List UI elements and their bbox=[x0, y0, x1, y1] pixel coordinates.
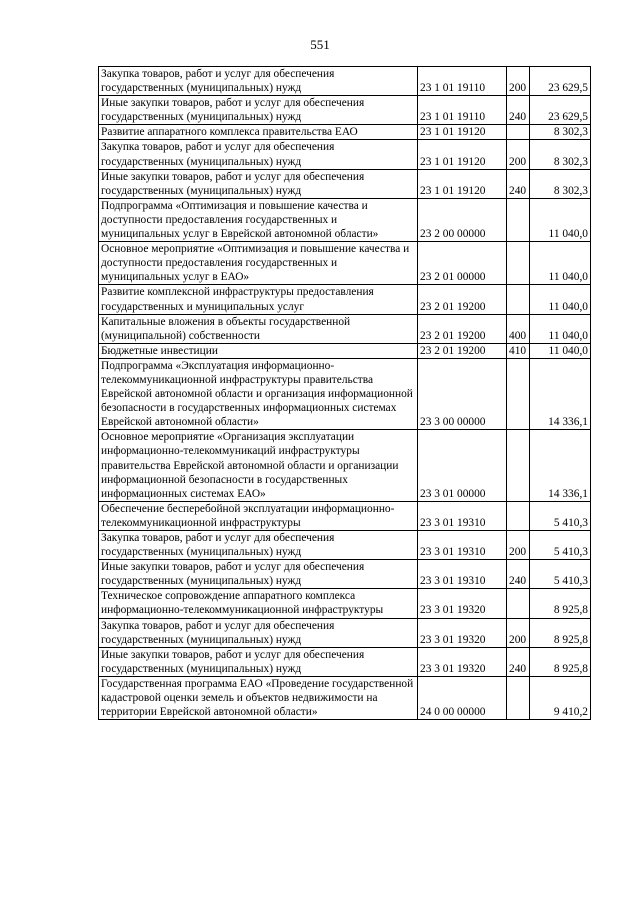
row-code-cell: 23 1 01 19120 bbox=[418, 125, 507, 140]
table-row bbox=[99, 501, 591, 530]
table-row bbox=[99, 67, 591, 96]
row-type-cell: 240 bbox=[507, 560, 530, 589]
row-type-cell: 240 bbox=[507, 96, 530, 125]
row-name-cell: Техническое сопровождение аппаратного комплекса информационно-телекоммуникационной инфраструктуры bbox=[99, 589, 418, 618]
row-sum-cell: 11 040,0 bbox=[530, 343, 591, 358]
table-row bbox=[99, 618, 591, 647]
table-row bbox=[99, 242, 591, 285]
row-type-cell: 400 bbox=[507, 314, 530, 343]
row-name-cell: Закупка товаров, работ и услуг для обеспечения государственных (муниципальных) нужд bbox=[99, 618, 418, 647]
row-type-cell: 200 bbox=[507, 140, 530, 169]
row-type-cell: 200 bbox=[507, 67, 530, 96]
row-name-cell: Иные закупки товаров, работ и услуг для обеспечения государственных (муниципальных) нужд bbox=[99, 560, 418, 589]
row-code-cell: 23 3 01 19320 bbox=[418, 618, 507, 647]
row-name-cell: Иные закупки товаров, работ и услуг для обеспечения государственных (муниципальных) нужд bbox=[99, 647, 418, 676]
table-row bbox=[99, 169, 591, 198]
row-sum-cell: 23 629,5 bbox=[530, 67, 591, 96]
table-row bbox=[99, 285, 591, 314]
table-row bbox=[99, 140, 591, 169]
table-row bbox=[99, 198, 591, 241]
row-name-cell: Основное мероприятие «Оптимизация и повышение качества и доступности предоставления государственных и муниципальных услуг в ЕАО» bbox=[99, 242, 418, 285]
budget-table bbox=[98, 66, 591, 720]
row-code-cell: 23 1 01 19110 bbox=[418, 67, 507, 96]
row-type-cell bbox=[507, 430, 530, 501]
row-code-cell: 23 3 00 00000 bbox=[418, 358, 507, 429]
table-row bbox=[99, 358, 591, 429]
row-type-cell: 410 bbox=[507, 343, 530, 358]
row-name-cell: Развитие аппаратного комплекса правительства ЕАО bbox=[99, 125, 418, 140]
row-sum-cell: 11 040,0 bbox=[530, 314, 591, 343]
row-sum-cell: 23 629,5 bbox=[530, 96, 591, 125]
row-name-cell: Закупка товаров, работ и услуг для обеспечения государственных (муниципальных) нужд bbox=[99, 67, 418, 96]
row-type-cell bbox=[507, 358, 530, 429]
row-code-cell: 23 3 01 19320 bbox=[418, 647, 507, 676]
row-code-cell: 23 3 01 19310 bbox=[418, 501, 507, 530]
row-code-cell: 23 1 01 19110 bbox=[418, 96, 507, 125]
row-sum-cell: 5 410,3 bbox=[530, 560, 591, 589]
row-sum-cell: 8 925,8 bbox=[530, 647, 591, 676]
row-code-cell: 23 1 01 19120 bbox=[418, 169, 507, 198]
row-name-cell: Закупка товаров, работ и услуг для обеспечения государственных (муниципальных) нужд bbox=[99, 531, 418, 560]
row-sum-cell: 5 410,3 bbox=[530, 501, 591, 530]
row-type-cell bbox=[507, 198, 530, 241]
table-row bbox=[99, 676, 591, 719]
row-sum-cell: 11 040,0 bbox=[530, 198, 591, 241]
row-sum-cell: 11 040,0 bbox=[530, 242, 591, 285]
row-code-cell: 23 2 01 19200 bbox=[418, 343, 507, 358]
row-type-cell bbox=[507, 589, 530, 618]
table-row bbox=[99, 531, 591, 560]
row-code-cell: 23 3 01 19310 bbox=[418, 531, 507, 560]
table-row bbox=[99, 589, 591, 618]
row-code-cell: 24 0 00 00000 bbox=[418, 676, 507, 719]
row-sum-cell: 14 336,1 bbox=[530, 430, 591, 501]
page-number: 551 bbox=[310, 37, 330, 52]
row-name-cell: Закупка товаров, работ и услуг для обеспечения государственных (муниципальных) нужд bbox=[99, 140, 418, 169]
row-code-cell: 23 3 01 19320 bbox=[418, 589, 507, 618]
row-code-cell: 23 2 01 19200 bbox=[418, 285, 507, 314]
row-code-cell: 23 3 01 19310 bbox=[418, 560, 507, 589]
row-type-cell: 200 bbox=[507, 531, 530, 560]
table-row bbox=[99, 343, 591, 358]
row-name-cell: Бюджетные инвестиции bbox=[99, 343, 418, 358]
table-row bbox=[99, 125, 591, 140]
row-name-cell: Развитие комплексной инфраструктуры предоставления государственных и муниципальных услуг bbox=[99, 285, 418, 314]
row-sum-cell: 14 336,1 bbox=[530, 358, 591, 429]
row-type-cell bbox=[507, 676, 530, 719]
row-name-cell: Обеспечение бесперебойной эксплуатации информационно-телекоммуникационной инфраструктуры bbox=[99, 501, 418, 530]
row-type-cell: 240 bbox=[507, 169, 530, 198]
table-row bbox=[99, 647, 591, 676]
row-name-cell: Основное мероприятие «Организация эксплуатации информационно-телекоммуникаций инфраструктуры правительства Еврейской автономной области и организации информационной безопасности в государственных информационных системах ЕАО» bbox=[99, 430, 418, 501]
table-row bbox=[99, 96, 591, 125]
row-sum-cell: 8 925,8 bbox=[530, 589, 591, 618]
row-name-cell: Подпрограмма «Эксплуатация информационно-телекоммуникационной инфраструктуры правительства Еврейской автономной области и организация информационной безопасности в государственных информационных системах Еврейской автономной области» bbox=[99, 358, 418, 429]
row-name-cell: Капитальные вложения в объекты государственной (муниципальной) собственности bbox=[99, 314, 418, 343]
row-name-cell: Иные закупки товаров, работ и услуг для обеспечения государственных (муниципальных) нужд bbox=[99, 96, 418, 125]
row-type-cell: 200 bbox=[507, 618, 530, 647]
row-type-cell bbox=[507, 285, 530, 314]
row-code-cell: 23 1 01 19120 bbox=[418, 140, 507, 169]
row-code-cell: 23 2 00 00000 bbox=[418, 198, 507, 241]
row-sum-cell: 8 302,3 bbox=[530, 169, 591, 198]
row-sum-cell: 8 302,3 bbox=[530, 125, 591, 140]
row-code-cell: 23 2 01 19200 bbox=[418, 314, 507, 343]
table-row bbox=[99, 560, 591, 589]
row-code-cell: 23 3 01 00000 bbox=[418, 430, 507, 501]
row-sum-cell: 9 410,2 bbox=[530, 676, 591, 719]
row-name-cell: Государственная программа ЕАО «Проведение государственной кадастровой оценки земель и объектов недвижимости на территории Еврейской автономной области» bbox=[99, 676, 418, 719]
row-sum-cell: 5 410,3 bbox=[530, 531, 591, 560]
table-row bbox=[99, 430, 591, 501]
row-sum-cell: 8 925,8 bbox=[530, 618, 591, 647]
row-type-cell bbox=[507, 125, 530, 140]
table-row bbox=[99, 314, 591, 343]
row-sum-cell: 11 040,0 bbox=[530, 285, 591, 314]
row-name-cell: Иные закупки товаров, работ и услуг для обеспечения государственных (муниципальных) нужд bbox=[99, 169, 418, 198]
row-code-cell: 23 2 01 00000 bbox=[418, 242, 507, 285]
row-sum-cell: 8 302,3 bbox=[530, 140, 591, 169]
row-type-cell: 240 bbox=[507, 647, 530, 676]
row-type-cell bbox=[507, 242, 530, 285]
row-type-cell bbox=[507, 501, 530, 530]
row-name-cell: Подпрограмма «Оптимизация и повышение качества и доступности предоставления государственных и муниципальных услуг в Еврейской автономной области» bbox=[99, 198, 418, 241]
